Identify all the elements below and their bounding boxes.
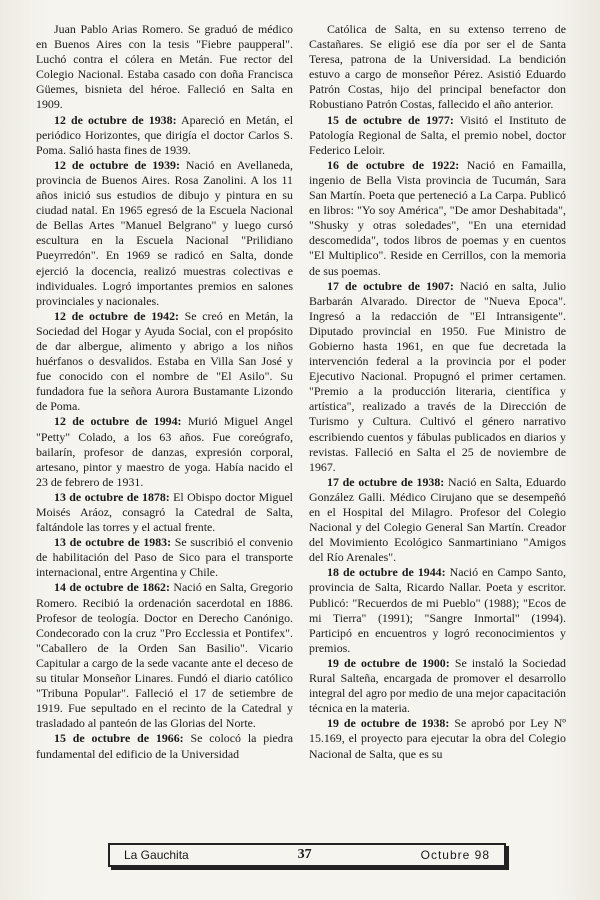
entry-paragraph (36, 731, 293, 761)
entry-date: 19 de octubre de 1938: (327, 716, 450, 731)
left-column (36, 22, 293, 822)
issue-date: Octubre 98 (420, 848, 490, 862)
entry-paragraph (36, 580, 293, 731)
page-footer (108, 843, 506, 867)
entry-text: Nació en Campo Santo, provincia de Salta, Ricardo Nallar. Poeta y escritor. Publicó: "Recuerdos de mi Pueblo" (1988); "Ecos de mi Tierra" (1991); "Sangre Inmortal" (1994). Participó en encuentros y logró reconocimientos y premios. (309, 565, 566, 655)
entry-date: 18 de octubre de 1944: (327, 565, 446, 580)
entry-text: Juan Pablo Arias Romero. Se graduó de médico en Buenos Aires con la tesis "Fiebre paupperal". Luchó contra el cólera en Metán. Fue rector del Colegio Nacional. Estaba casado con doña Francisca Güemes, bisnieta del héroe. Falleció en Salta en 1909. (36, 22, 293, 112)
entry-text: Visitó el Instituto de Patología Regional de Salta, el premio nobel, doctor Federico Leloir. (309, 112, 566, 157)
entry-paragraph (309, 158, 566, 279)
entry-date: 14 de octubre de 1862: (54, 580, 170, 595)
entry-date: 15 de octubre de 1977: (327, 112, 454, 127)
entry-text: Se suscribió el convenio de habilitación del Paso de Sico para el transporte internacional, entre Argentina y Chile. (36, 535, 293, 580)
entry-paragraph (309, 656, 566, 716)
entry-text: Se instaló la Sociedad Rural Salteña, encargada de promover el desarrollo integral del agro por medio de una mejor capacitación técnica en la materia. (309, 655, 566, 716)
entry-paragraph (36, 490, 293, 535)
entry-date: 16 de octubre de 1922: (327, 157, 460, 172)
entry-date: 15 de octubre de 1966: (54, 731, 184, 746)
entry-text: Se colocó la piedra fundamental del edificio de la Universidad (36, 731, 293, 761)
entry-paragraph (36, 22, 293, 113)
entry-text: Nació en Salta, Gregorio Romero. Recibió la ordenación sacerdotal en 1886. Profesor de teología. Doctor en Derecho Canónigo. Condecorado con la cruz "Pro Ecclessia et Pontifex". "Caballero de la Orden San Basilio". Vicario Capitular a cargo de la sede vacante ante el deceso de su titular Monseñor Linares. Fundó el diario católico "Tribuna Popular". Falleció el 17 de setiembre de 1919. Fue sepultado en el recinto de la Catedral y trasladado al panteón de las Glorias del Norte. (36, 580, 293, 731)
entry-text: Se aprobó por Ley Nº 15.169, el proyecto para ejecutar la obra del Colegio Nacional de Salta, que es su (309, 716, 566, 761)
entry-paragraph (309, 113, 566, 158)
entry-text: Se creó en Metán, la Sociedad del Hogar y Ayuda Social, con el propósito de dar albergue, alimento y abrigo a los niños huérfanos o desvalidos. Estaba en Villa San José y fue conocido con el nombre de "El Asilo". Su fundadora fue la señora Aurora Bustamante Lizondo de Poma. (36, 308, 293, 414)
entry-date: 12 de octubre de 1939: (54, 157, 180, 172)
entry-text: Apareció en Metán, el periódico Horizontes, que dirigía el doctor Carlos S. Poma. Salió hasta fines de 1939. (36, 112, 293, 157)
entry-text: Nació en Salta, Eduardo González Galli. Médico Cirujano que se desempeñó en el Hospital del Milagro. Profesor del Colegio Nacional y del Colegio General San Martín. Creador del Movimiento Ecológico Sanmartiniano "Amigos del Río Arenales". (309, 474, 566, 565)
text-columns (36, 22, 566, 822)
entry-paragraph (309, 475, 566, 566)
entry-date: 17 de octubre de 1938: (327, 474, 445, 489)
entry-paragraph (309, 716, 566, 761)
entry-date: 12 de octubre de 1994: (54, 414, 182, 429)
entry-date: 13 de octubre de 1983: (54, 535, 172, 550)
entry-paragraph (36, 158, 293, 309)
right-column (309, 22, 566, 822)
entry-date: 13 de octubre de 1878: (54, 489, 170, 504)
entry-date: 12 de octubre de 1938: (54, 112, 177, 127)
entry-date: 19 de octubre de 1900: (327, 655, 450, 670)
entry-paragraph (309, 565, 566, 656)
entry-date: 12 de octubre de 1942: (54, 308, 179, 323)
publication-name: La Gauchita (124, 848, 189, 862)
entry-text: Nació en Avellaneda, provincia de Buenos Aires. Rosa Zanolini. A los 11 años inició sus estudios de dibujo y pintura en su ciudad natal. En 1965 egresó de la Escuela Nacional de Bellas Artes "Manuel Belgrano" y luego cursó escultura en la Escuela Nacional "Prilidiano Pueyrredón". En 1969 se radicó en Salta, donde ejerció la docencia, realizó muestras colectivas e individuales. Logró importantes premios en salones provinciales y nacionales. (36, 157, 293, 308)
entry-paragraph (309, 279, 566, 475)
page-number: 37 (297, 847, 312, 862)
entry-paragraph (36, 309, 293, 415)
entry-text: Nació en salta, Julio Barbarán Alvarado. Director de "Nueva Epoca". Ingresó a la redacción de "El Intransigente". Diputado provincial en 1950. Fue Ministro de Gobierno hasta 1961, en que fue decretada la intervención federal a la provincia por el poder Ejecutivo Nacional. Propugnó el primer certamen. "Premio a la producción literaria, científica y artística", realizado a través de la Dirección de Turismo y Cultura. Cultivó el género narrativo escribiendo cuentos y fábulas publicados en diarios y revistas. Falleció en Salta el 25 de noviembre de 1967. (309, 278, 566, 474)
entry-paragraph (36, 113, 293, 158)
entry-date: 17 de octubre de 1907: (327, 278, 454, 293)
entry-text: Murió Miguel Angel "Petty" Colado, a los 63 años. Fue coreógrafo, bailarín, profesor de danzas, expresión corporal, artesano, pintor y maestro de yoga. Había nacido el 23 de febrero de 1931. (36, 414, 293, 489)
entry-text: El Obispo doctor Miguel Moisés Aráoz, consagró la Catedral de Salta, faltándole las torres y el actual frente. (36, 489, 293, 535)
entry-text: Católica de Salta, en su extenso terreno de Castañares. Se eligió ese día por ser el de Santa Teresa, patrona de la Universidad. La bendición estuvo a cargo de monseñor Pérez. Asistió Eduardo Patrón Costas, hijo del principal benefactor don Robustiano Patrón Costas, fallecido el año anterior. (309, 22, 566, 112)
entry-paragraph (36, 535, 293, 580)
entry-paragraph (309, 22, 566, 113)
entry-paragraph (36, 414, 293, 489)
entry-text: Nació en Famailla, ingenio de Bella Vista provincia de Tucumán, Sara San Martín. Poeta que perteneció a La Carpa. Publicó en libros: "Yo soy América", "De amor Deshabitada", "Shusky y otras soledades", "En una eternidad descomedida", todos libros de poemas y en cuentos "El Multiplico". Reside en Cerrillos, con la memoria de sus poemas. (309, 157, 566, 278)
